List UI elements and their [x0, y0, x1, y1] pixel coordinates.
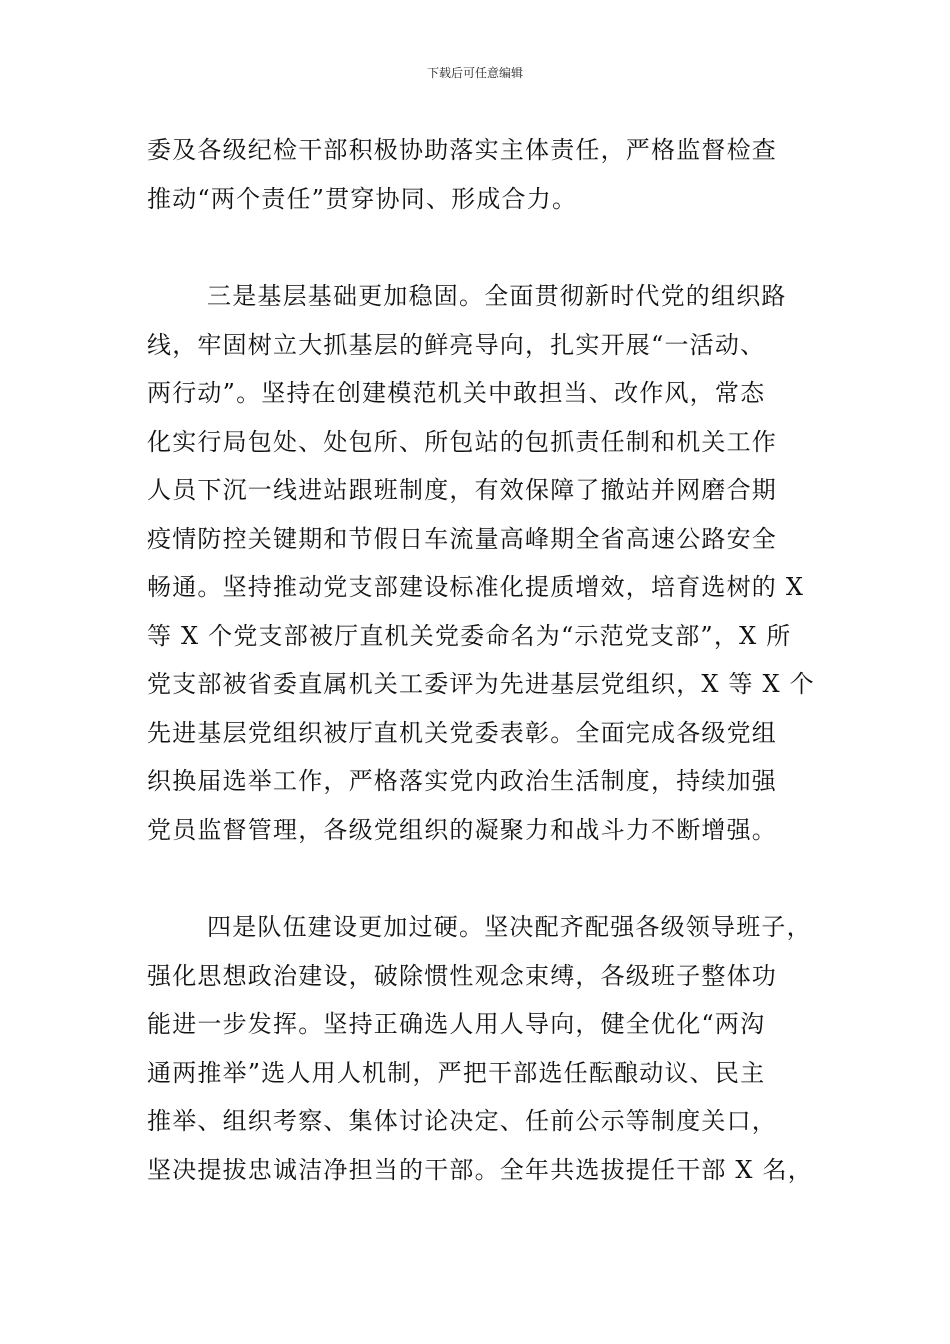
paragraph-spacer: [147, 854, 827, 903]
text-line: 织换届选举工作，严格落实党内政治生活制度，持续加强: [147, 767, 777, 795]
text-line: 等 X 个党支部被厅直机关党委命名为“示范党支部”，X 所: [147, 621, 792, 650]
text-line: 畅通。坚持推动党支部建设标准化提质增效，培育选树的 X: [147, 573, 805, 601]
text-line: 党员监督管理，各级党组织的凝聚力和战斗力不断增强。: [147, 815, 777, 844]
text-line: 能进一步发挥。坚持正确选人用人导向，健全优化“两沟: [147, 1010, 766, 1038]
text-line: 党支部被省委直属机关工委评为先进基层党组织，X 等 X 个: [147, 670, 815, 698]
page-header-note: 下载后可任意编辑: [426, 66, 523, 80]
text-line: 通两推举”选人用人机制，严把干部选任酝酿动议、民主: [147, 1058, 766, 1087]
paragraph-team-building: [147, 903, 827, 1194]
text-line: 四是队伍建设更加过硬。坚决配齐配强各级领导班子，: [207, 913, 812, 941]
text-line: 化实行局包处、处包所、所包站的包抓责任制和机关工作: [147, 427, 777, 456]
text-line: 委及各级纪检干部积极协助落实主体责任，严格监督检查: [147, 136, 777, 164]
text-line: 强化思想政治建设，破除惯性观念束缚，各级班子整体功: [147, 961, 777, 990]
text-line: 两行动”。坚持在创建模范机关中敢担当、改作风，常态: [147, 379, 766, 407]
text-line: 线，牢固树立大抓基层的鲜亮导向，扎实开展“一活动、: [147, 330, 766, 359]
paragraph-spacer: [147, 223, 827, 272]
text-line: 疫情防控关键期和节假日车流量高峰期全省高速公路安全: [147, 524, 777, 553]
text-line: 推举、组织考察、集体讨论决定、任前公示等制度关口，: [147, 1107, 777, 1135]
text-line: 人员下沉一线进站跟班制度，有效保障了撤站并网磨合期: [147, 476, 777, 504]
document-body: [147, 126, 827, 1194]
text-line: 先进基层党组织被厅直机关党委表彰。全面完成各级党组: [147, 718, 777, 747]
paragraph-continuation: [147, 126, 827, 223]
text-line: 推动“两个责任”贯穿协同、形成合力。: [147, 184, 578, 213]
text-line: 三是基层基础更加稳固。全面贯彻新时代党的组织路: [207, 282, 787, 310]
paragraph-grassroots: [147, 272, 827, 854]
text-line: 坚决提拔忠诚洁净担当的干部。全年共选拔提任干部 X 名，: [147, 1155, 813, 1184]
